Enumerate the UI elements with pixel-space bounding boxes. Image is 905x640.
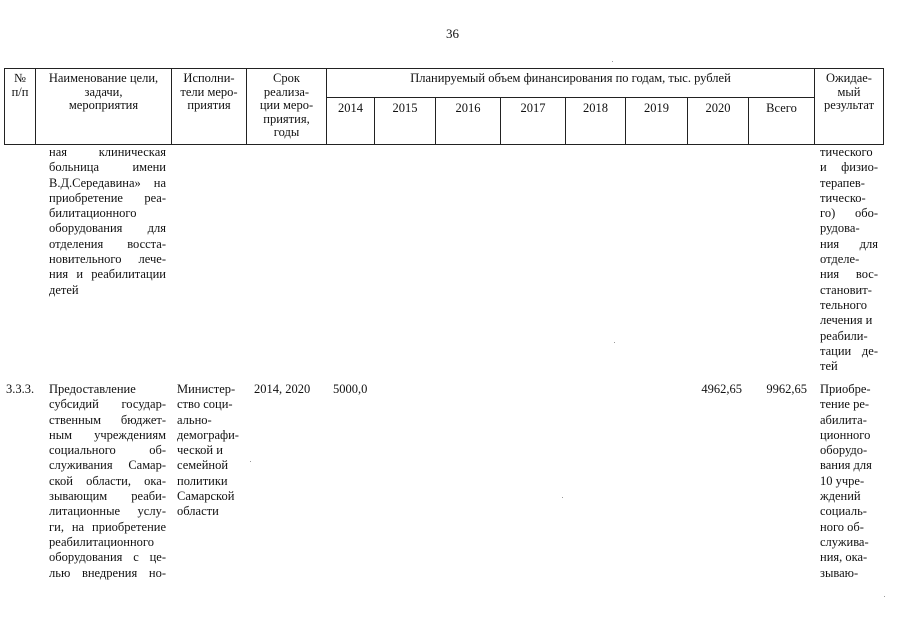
header-year-2020: 2020 [705, 101, 731, 115]
row-333-executor-cell: Министер- ство соци- ально- демографи- ческой и семейной политики Самарской области [177, 382, 239, 519]
row-333-2020: 4962,65 [701, 382, 742, 396]
header-year-2018: 2018 [583, 101, 608, 115]
header-term: Срок реализа- ции меро- приятия, годы [259, 71, 314, 139]
header-year-total: Всего [766, 101, 797, 115]
header-executor: Исполни- тели меро- приятия [180, 71, 238, 112]
row-333-term: 2014, 2020 [254, 382, 311, 396]
page-number: 36 [446, 26, 459, 41]
header-year-2016: 2016 [455, 101, 481, 115]
header-name: Наименование цели, задачи, мероприятия [48, 71, 159, 112]
header-year-2014: 2014 [338, 101, 363, 115]
cont-result-cell: тического и физио- терапев- тическо- го) обо- рудова- ния для отделе- ния вос- становит- тельного лечения и реабили- тации де- тей [820, 145, 878, 374]
header-year-2015: 2015 [392, 101, 418, 115]
row-333-name-cell: Предоставление субсидий государ- ственным бюджет- ным учреждениям социального об- служивания Самар- ской области, ока- зывающим реаби- литационные услу- ги, на приобретение реабилитационного оборудования с це- лью внедрения но- [49, 382, 166, 580]
scan-speck [614, 342, 615, 343]
header-financing: Планируемый объем финансирования по годам, тыс. рублей [410, 71, 731, 85]
row-333-result-cell: Приобре- тение ре- абилита- ционного оборудо- вания для 10 учре- ждений социаль- ного об- служива- ния, ока- зываю- [820, 382, 872, 580]
cont-name-cell: ная клиническая больница имени В.Д.Середавина» на приобретение реа- билитационного оборудования для отделения восста- новительного лече- ния и реабилитации детей [49, 145, 166, 297]
header-year-2019: 2019 [644, 101, 669, 115]
scan-speck [884, 596, 885, 597]
scan-speck [562, 497, 563, 498]
row-333-num: 3.3.3. [6, 382, 35, 396]
row-333-2014: 5000,0 [333, 382, 368, 396]
header-num: № п/п [11, 71, 29, 99]
row-333-total: 9962,65 [766, 382, 807, 396]
header-year-2017: 2017 [520, 101, 546, 115]
scan-speck [250, 461, 251, 462]
header-result: Ожидае- мый результат [823, 71, 875, 112]
scan-speck [612, 61, 613, 62]
